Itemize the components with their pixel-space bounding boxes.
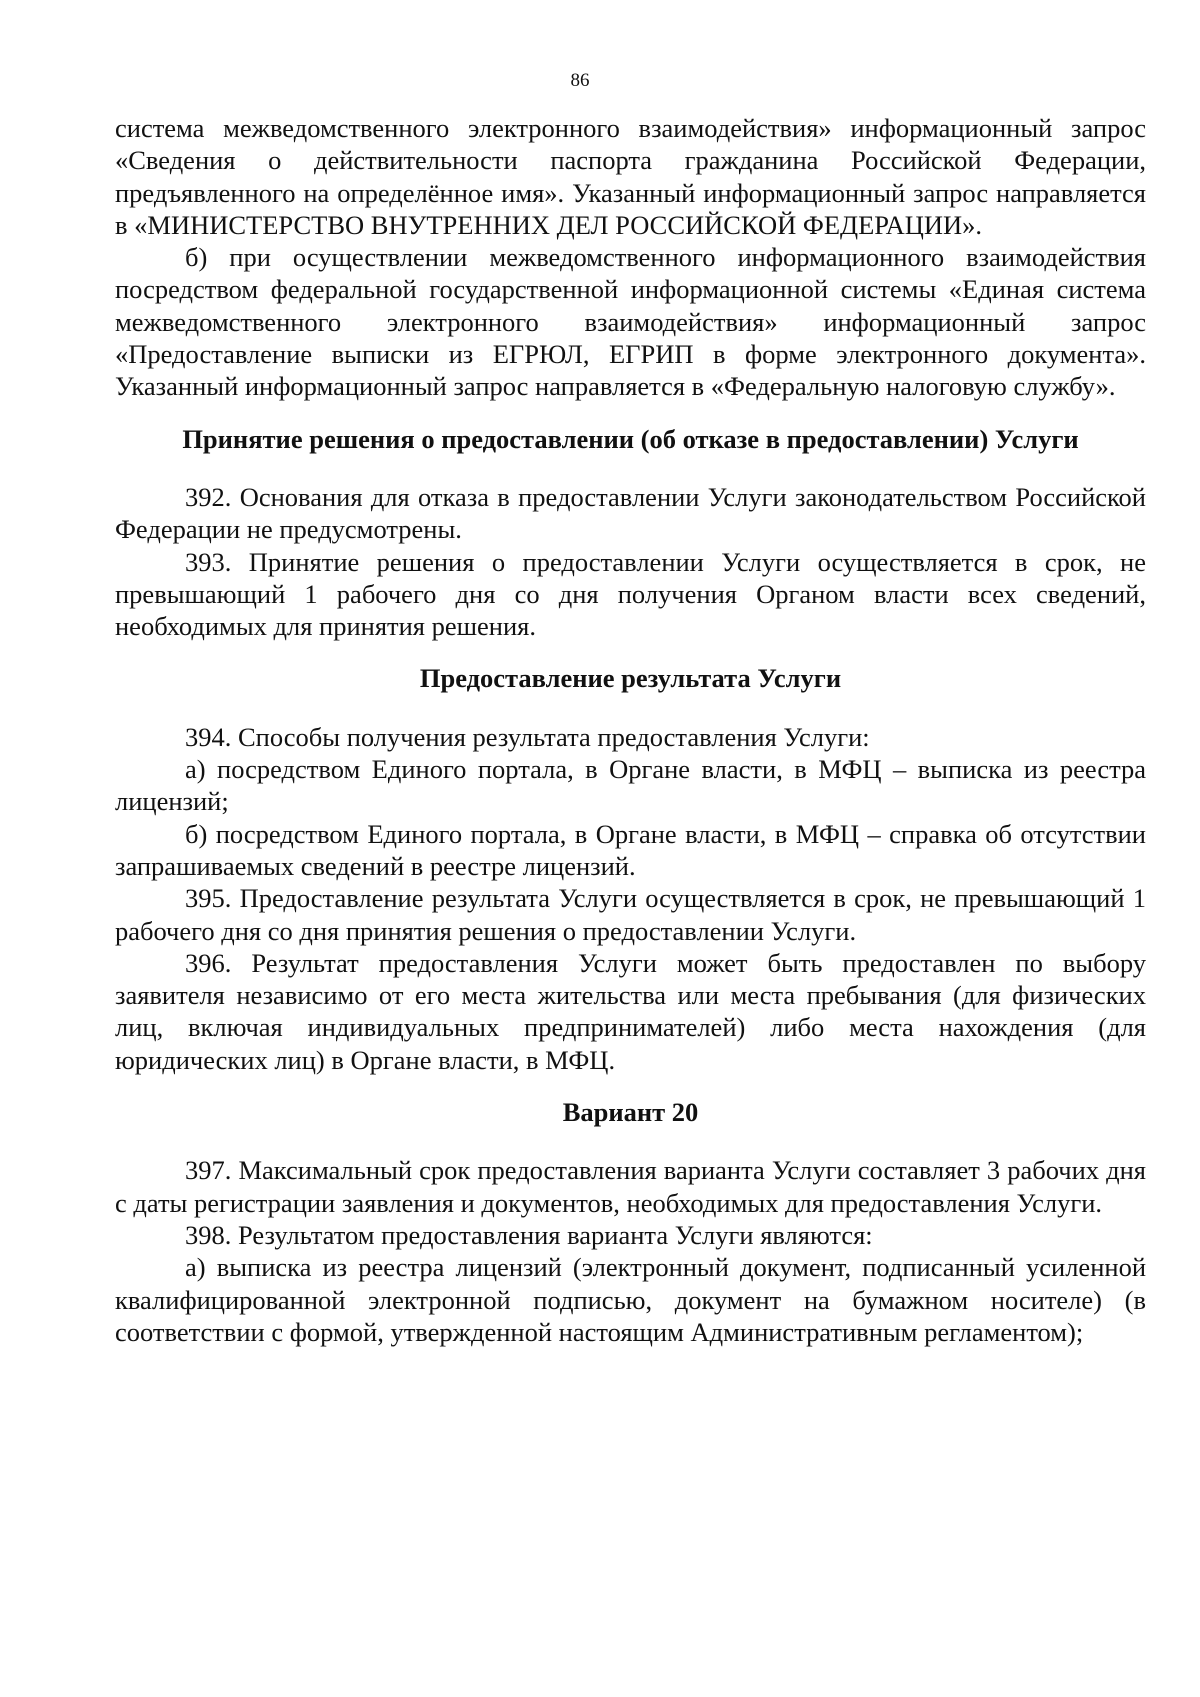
paragraph: 393. Принятие решения о предоставлении Услуги осуществляется в срок, не превышающий 1 рабочего дня со дня получения Органом власти всех сведений, необходимых для принятия решения. — [115, 546, 1146, 642]
page-number: 86 — [570, 70, 590, 91]
paragraph: 395. Предоставление результата Услуги осуществляется в срок, не превышающий 1 рабочего дня со дня принятия решения о предоставлении Услуги. — [115, 883, 1146, 946]
paragraph: а) выписка из реестра лицензий (электронный документ, подписанный усиленной квалифицированной электронной подписью, документ на бумажном носителе) (в соответствии с формой, утвержденной настоящим Административным регламентом); — [115, 1252, 1146, 1347]
paragraph: 392. Основания для отказа в предоставлении Услуги законодательством Российской Федерации не предусмотрены. — [115, 481, 1146, 545]
section-heading: Принятие решения о предоставлении (об отказе в предоставлении) Услуги — [182, 423, 1079, 454]
paragraph: б) при осуществлении межведомственного информационного взаимодействия посредством федеральной государственной информационной системы «Единая система межведомственного электронного взаимодействия» информационный запрос «Предоставление выписки из ЕГРЮЛ, ЕГРИП в форме электронного документа». Указанный информационный запрос направляется в «Федеральную налоговую службу». — [115, 242, 1146, 402]
document-body — [115, 112, 1146, 1348]
paragraph: 398. Результатом предоставления варианта Услуги являются: — [185, 1219, 873, 1250]
paragraph: а) посредством Единого портала, в Органе власти, в МФЦ – выписка из реестра лицензий; — [115, 754, 1146, 817]
paragraph: 397. Максимальный срок предоставления варианта Услуги составляет 3 рабочих дня с даты регистрации заявления и документов, необходимых для предоставления Услуги. — [115, 1155, 1146, 1218]
paragraph: 396. Результат предоставления Услуги может быть предоставлен по выбору заявителя независимо от его места жительства или места пребывания (для физических лиц, включая индивидуальных предпринимателей) либо места нахождения (для юридических лиц) в Органе власти, в МФЦ. — [115, 947, 1146, 1075]
paragraph: б) посредством Единого портала, в Органе власти, в МФЦ – справка об отсутствии запрашиваемых сведений в реестре лицензий. — [115, 818, 1146, 881]
section-heading: Предоставление результата Услуги — [419, 663, 842, 694]
section-heading: Вариант 20 — [562, 1097, 699, 1128]
paragraph: система межведомственного электронного взаимодействия» информационный запрос «Сведения о действительности паспорта гражданина Российской Федерации, предъявленного на определённое имя». Указанный информационный запрос направляется в «МИНИСТЕРСТВО ВНУТРЕННИХ ДЕЛ РОССИЙСКОЙ ФЕДЕРАЦИИ». — [115, 113, 1146, 240]
paragraph: 394. Способы получения результата предоставления Услуги: — [185, 721, 870, 752]
